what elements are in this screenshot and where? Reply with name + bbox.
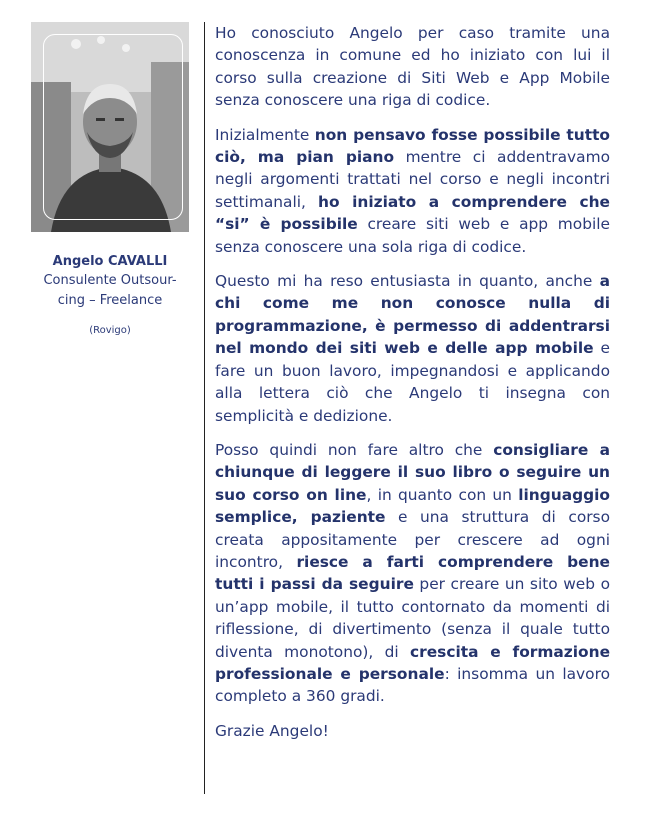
- text-run: Posso quindi non fare altro che: [215, 440, 494, 459]
- text-run: Inizialmente: [215, 125, 315, 144]
- text-run: creare siti web e app mobile senza conoscere una sola riga di codice.: [215, 215, 610, 256]
- bold-text: linguaggio semplice, paziente: [215, 485, 611, 527]
- bold-text: ho iniziato a comprendere che “si” è possibile: [215, 192, 610, 234]
- text-run: Grazie Angelo!: [215, 721, 329, 740]
- text-run: Questo mi ha reso entusiasta in quanto, anche: [215, 272, 600, 291]
- bold-text: crescita e formazione professionale e personale: [215, 642, 611, 683]
- vertical-divider: [204, 22, 205, 794]
- person-name: Angelo CAVALLI: [52, 254, 168, 269]
- paragraph: [215, 439, 610, 708]
- paragraph: [215, 270, 610, 427]
- text-run: per creare un sito web o un’app mobile, il tutto contornato da momenti di riflessione, di divertimento (senza il quale tutto diventa monotono), di: [215, 575, 610, 661]
- testimonial-text: [215, 22, 610, 754]
- text-run: , in quanto con un: [366, 485, 519, 504]
- bold-text: a chi come me non conosce nulla di programmazione, è permesso di addentrarsi nel mondo dei siti web e delle app mobile: [215, 272, 610, 358]
- paragraph: [215, 124, 610, 258]
- text-run: : insomma un lavoro completo a 360 gradi.: [215, 664, 610, 706]
- text-run: mentre ci addentravamo negli argomenti trattati nel corso e negli incontri settimanali,: [215, 148, 610, 211]
- text-run: e fare un buon lavoro, impegnandosi e applicando alla lettera ciò che Angelo ti insegna con semplicità e dedizione.: [215, 339, 610, 425]
- bold-text: non pensavo fosse possibile tutto ciò, ma pian piano: [215, 125, 610, 167]
- person-role: Consulente Outsour-cing – Freelance: [43, 273, 177, 308]
- paragraph: [215, 22, 610, 112]
- photo-frame: [43, 34, 183, 220]
- text-run: e una struttura di corso creata appositamente per crescere ad ogni incontro,: [215, 508, 610, 571]
- profile-photo: [31, 22, 189, 232]
- bold-text: riesce a farti comprendere bene tutti i passi da seguire: [215, 552, 610, 594]
- bold-text: consigliare a chiunque di leggere il suo libro o seguire un suo corso on line: [215, 440, 610, 504]
- paragraph: [215, 720, 610, 742]
- person-location: (Rovigo): [89, 325, 131, 336]
- profile-sidebar: [31, 22, 189, 336]
- text-run: Ho conosciuto Angelo per caso tramite una conoscenza in comune ed ho iniziato con lui il corso sulla creazione di Siti Web e App Mobile senza conoscere una riga di codice.: [215, 24, 610, 110]
